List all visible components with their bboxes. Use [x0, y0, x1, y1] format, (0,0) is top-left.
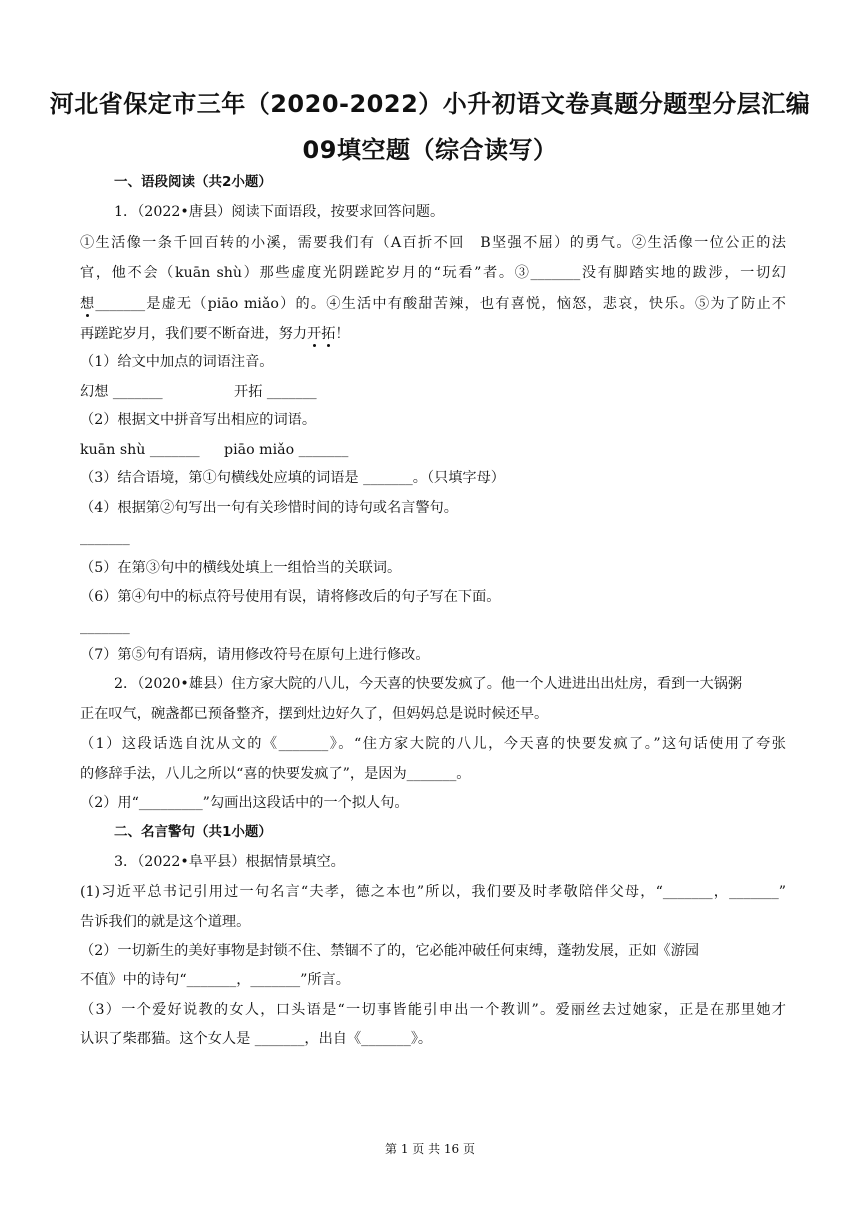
q1-sub-6-blank: _______ [80, 619, 130, 635]
q2-sub-2: （2）用“_________”勾画出这段话中的一个拟人句。 [80, 795, 409, 811]
q1-sub-1-answer-b: 开拓 _______ [234, 384, 317, 400]
question-1-intro: 1．（2022•唐县）阅读下面语段，按要求回答问题。 [114, 204, 445, 220]
q2-sub-1-line-2: 的修辞手法，八儿之所以“喜的快要发疯了”，是因为_______。 [80, 766, 471, 782]
q1-sub-4: （4）根据第②句写出一句有关珍惜时间的诗句或名言警句。 [80, 500, 458, 516]
q1-sub-2-answer-a: kuān shù _______ [80, 442, 200, 458]
section-heading-reading: 一、语段阅读（共2小题） [114, 174, 272, 190]
page-footer: 第 1 页 共 16 页 [385, 1142, 475, 1156]
q1-sub-2: （2）根据文中拼音写出相应的词语。 [80, 412, 317, 428]
section-heading-quotes: 二、名言警句（共1小题） [114, 824, 272, 840]
q3-sub-2-line-2: 不值》中的诗句“_______，_______”所言。 [80, 972, 350, 988]
dotted-char: 开 [307, 326, 322, 342]
q2-sub-1-line-1: （1）这段话选自沈从文的《_______》。“住方家大院的八儿，今天喜的快要发疯了。”这句话使用了夸张 [80, 736, 786, 752]
q1-sub-1: （1）给文中加点的词语注音。 [80, 354, 274, 370]
q1-sub-1-answer-a: 幻想 _______ [80, 384, 163, 400]
dotted-char: 想 [80, 296, 96, 312]
passage-line-2: 官，他不会（kuān shù）那些虚度光阴蹉跎岁月的“玩看”者。③_______没有脚踏实地的跋涉，一切幻 [80, 265, 786, 281]
q3-sub-1-line-1: (1)习近平总书记引用过一句名言“夫孝，德之本也”所以，我们要及时孝敬陪伴父母，“_______，_______” [80, 884, 786, 900]
q1-sub-4-blank: _______ [80, 530, 130, 546]
question-2-intro-line-2: 正在叹气，碗盏都已预备整齐，摆到灶边好久了，但妈妈总是说时候还早。 [80, 706, 549, 722]
passage-line-1: ①生活像一条千回百转的小溪，需要我们有（A百折不回 B坚强不屈）的勇气。②生活像一位公正的法 [80, 235, 786, 251]
q1-sub-6: （6）第④句中的标点符号使用有误，请将修改后的句子写在下面。 [80, 589, 501, 605]
document-title: 河北省保定市三年（2020-2022）小升初语文卷真题分题型分层汇编 [49, 90, 811, 118]
q1-sub-3: （3）结合语境，第①句横线处应填的词语是 _______。（只填字母） [80, 470, 505, 486]
passage-line-4-end: ！ [335, 326, 350, 342]
question-2-intro: 2．（2020•雄县）住方家大院的八儿，今天喜的快要发疯了。他一个人进进出出灶房，看到一大锅粥 [114, 676, 743, 692]
q3-sub-3-line-2: 认识了柴郡猫。这个女人是 _______，出自《_______》。 [80, 1031, 433, 1047]
passage-line-3-rest: _______是虚无（piāo miǎo）的。④生活中有酸甜苦辣，也有喜悦，恼怒，悲哀，快乐。⑤为了防止不 [95, 296, 786, 312]
document-subtitle: 09填空题（综合读写） [302, 136, 558, 164]
q3-sub-1-line-2: 告诉我们的就是这个道理。 [80, 914, 251, 930]
q1-sub-2-answer-b: piāo miǎo _______ [224, 442, 349, 458]
passage-line-3 [80, 294, 786, 314]
question-3-intro: 3．（2022•阜平县）根据情景填空。 [114, 854, 345, 870]
passage-line-4 [80, 324, 786, 344]
q1-sub-7: （7）第⑤句有语病，请用修改符号在原句上进行修改。 [80, 647, 430, 663]
passage-line-4-text: 再蹉跎岁月，我们要不断奋进，努力 [80, 326, 308, 342]
q1-sub-5: （5）在第③句中的横线处填上一组恰当的关联词。 [80, 560, 402, 576]
dotted-char: 拓 [321, 326, 336, 342]
q3-sub-3-line-1: （3）一个爱好说教的女人，口头语是“一切事皆能引申出一个教训”。爱丽丝去过她家，正是在那里她才 [80, 1002, 786, 1018]
q3-sub-2-line-1: （2）一切新生的美好事物是封锁不住、禁锢不了的，它必能冲破任何束缚，蓬勃发展，正如《游园 [80, 943, 700, 959]
